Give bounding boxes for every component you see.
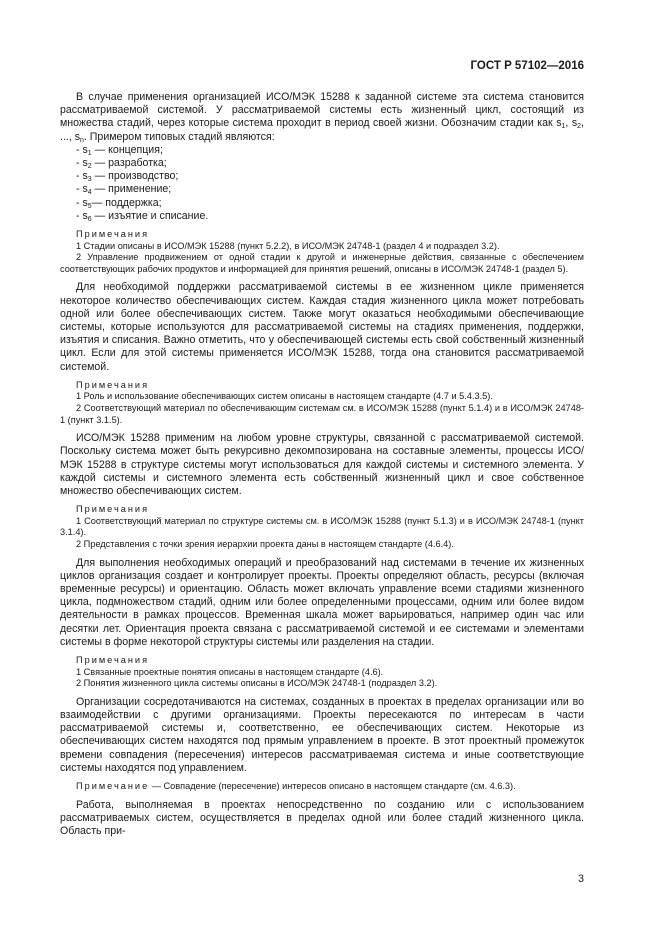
list-item <box>60 183 584 196</box>
list-item-index: 5 <box>87 202 92 210</box>
notes-title: Примечания <box>76 655 150 666</box>
list-item-index: 6 <box>87 215 92 223</box>
paragraph-tail: . Примером типовых стадий являются: <box>83 130 275 143</box>
note-item: 1 Стадии описаны в ИСО/МЭК 15288 (пункт 5.2.2), в ИСО/МЭК 24748-1 (раздел 4 и подраздел 3.2). <box>76 240 500 251</box>
list-item-index: 3 <box>87 176 92 184</box>
note-item: 1 Роль и использование обеспечивающих систем описаны в настоящем стандарте (4.7 и 5.4.3.5). <box>76 391 493 402</box>
page-content <box>60 91 584 838</box>
list-item <box>60 170 584 183</box>
note-label: Примечание <box>76 781 150 792</box>
notes-title: Примечания <box>76 229 150 240</box>
stage-index: n <box>80 136 84 144</box>
note-item: 2 Соответствующий материал по обеспечивающим системам см. в ИСО/МЭК 15288 (пункт 5.1.4) и в ИСО/МЭК 24748-1 (пункт 3.1.5). <box>60 403 584 425</box>
stage-symbol: s <box>571 117 578 130</box>
stage-symbol: s <box>74 130 81 143</box>
list-item <box>60 210 584 223</box>
note-item-inline <box>60 781 584 793</box>
paragraph-work: Работа, выполняемая в проектах непосредственно по созданию или с использованием рассматриваемых систем, осуществляется в пределах одной или более стадий жизненного цикла. Область при- <box>60 798 584 838</box>
note-item: 1 Соответствующий материал по структуре системы см. в ИСО/МЭК 15288 (пункт 5.1.3) и в ИСО/МЭК 24748-1 (пункт 3.1.4). <box>60 515 584 538</box>
list-item-prefix: - s <box>76 143 88 156</box>
list-item-label: — производство; <box>91 170 179 183</box>
stage-index: 2 <box>577 123 582 131</box>
list-item-prefix: - s <box>76 157 88 170</box>
notes-block <box>60 229 584 275</box>
list-item-label: — поддержка; <box>91 196 162 209</box>
list-item-label: — концепция; <box>91 143 163 156</box>
notes-block <box>60 655 584 690</box>
page-number: 3 <box>578 873 584 885</box>
paragraph-structure: ИСО/МЭК 15288 применим на любом уровне структуры, связанной с рассматриваемой системой. Поскольку система может быть рекурсивно декомпозирована на составные элементы, процессы ИСО/МЭК 15288 в структуре системы могут использоваться для каждой системы и системного элемента. У каждой системы и системного элемента есть собственный жизненный цикл и свое собственное множество обеспечивающих систем. <box>60 432 584 498</box>
list-item-label: — разработка; <box>91 157 167 170</box>
list-item <box>60 144 584 157</box>
list-item-prefix: - s <box>76 170 88 183</box>
paragraph-lifecycle-stages <box>60 91 584 144</box>
list-item <box>60 197 584 210</box>
paragraph-supporting-systems: Для необходимой поддержки рассматриваемой системы в ее жизненном цикле применяется некоторое количество обеспечивающих систем. Каждая стадия жизненного цикла может потребовать одной или более обеспечивающих систем. Также могут оказаться необходимыми обеспечивающие системы, которые используются для рассматриваемой системы на стадиях применения, поддержки, изъятия и списания. Важно отметить, что у обеспечивающей системы есть свой собственный жизненный цикл. Если для этой системы применяется ИСО/МЭК 15288, тогда она становится рассматриваемой системой. <box>60 281 584 373</box>
separator: , ..., <box>60 117 584 143</box>
stage-index: 1 <box>561 123 566 131</box>
list-item-label: — применение; <box>91 183 172 196</box>
note-item: 2 Понятия жизненного цикла системы описаны в ИСО/МЭК 24748-1 (подраздел 3.2). <box>76 678 438 689</box>
note-item: 2 Представления с точки зрения иерархии проекта даны в настоящем стандарте (4.6.4). <box>76 539 454 549</box>
list-item-index: 2 <box>87 163 92 171</box>
paragraph-organizations: Организации сосредотачиваются на системах, созданных в проектах в пределах организации или во взаимодействии с другими организациями. Проекты пересекаются по интересам в части рассматриваемой системы и, соответственно, ее обеспечивающих систем. Некоторые из обеспечивающих систем находятся под прямым управлением в проекте. В этот проектный промежуток времени совпадения (пересечения) интересов рассматриваемая система и иные соответствующие системы находятся под управлением. <box>60 695 584 774</box>
paragraph-lead: В случае применения организацией ИСО/МЭК 15288 к заданной системе эта система становится рассматриваемой системой. У рассматриваемой системы есть жизненный цикл, состоящий из множества стадий, через которые система проходит в период своей жизни. Обозначим стадии как <box>60 91 584 130</box>
notes-block <box>60 380 584 426</box>
stages-list <box>60 144 584 223</box>
document-header <box>60 60 584 72</box>
notes-title: Примечания <box>76 379 150 390</box>
notes-title: Примечания <box>76 504 150 515</box>
list-item <box>60 157 584 170</box>
list-item-index: 4 <box>87 189 92 197</box>
standard-number: ГОСТ Р 57102—2016 <box>470 60 584 72</box>
list-item-prefix: - s <box>76 183 88 196</box>
stage-symbol: s <box>556 117 562 130</box>
note-text: — Совпадение (пересечение) интересов описано в настоящем стандарте (см. 4.6.3). <box>149 781 516 792</box>
list-item-prefix: - s <box>76 209 88 222</box>
list-item-prefix: - s <box>76 196 88 209</box>
notes-block <box>60 504 584 550</box>
note-item: 1 Связанные проектные понятия описаны в настоящем стандарте (4.6). <box>76 666 384 677</box>
paragraph-projects: Для выполнения необходимых операций и преобразований над системами в течение их жизненных циклов организация создает и контролирует проекты. Проекты определяют область, ресурсы (включая временные ресурсы) и ориентацию. Область может включать управление всеми стадиями жизненного цикла, подмножеством стадий, одним или более определенными процессами, одним или более видом деятельности в рамках процессов. Временная шкала может варьироваться, например один час или десятки лет. Ориентация проекта связана с рассматриваемой системой и ее системами и элементами системы в форме некоторой структуры системы или разделения на стадии. <box>60 556 584 648</box>
list-item-label: — изъятие и списание. <box>91 209 209 222</box>
note-item: 2 Управление продвижением от одной стадии к другой и инженерные действия, связанные с обеспечением соответствующих рабочих продуктов и информацией для принятия решений, описаны в ИСО/МЭК 24748-1 (раздел 5). <box>60 252 584 274</box>
separator: , <box>565 117 572 130</box>
list-item-index: 1 <box>87 149 92 157</box>
notes-block <box>60 781 584 793</box>
